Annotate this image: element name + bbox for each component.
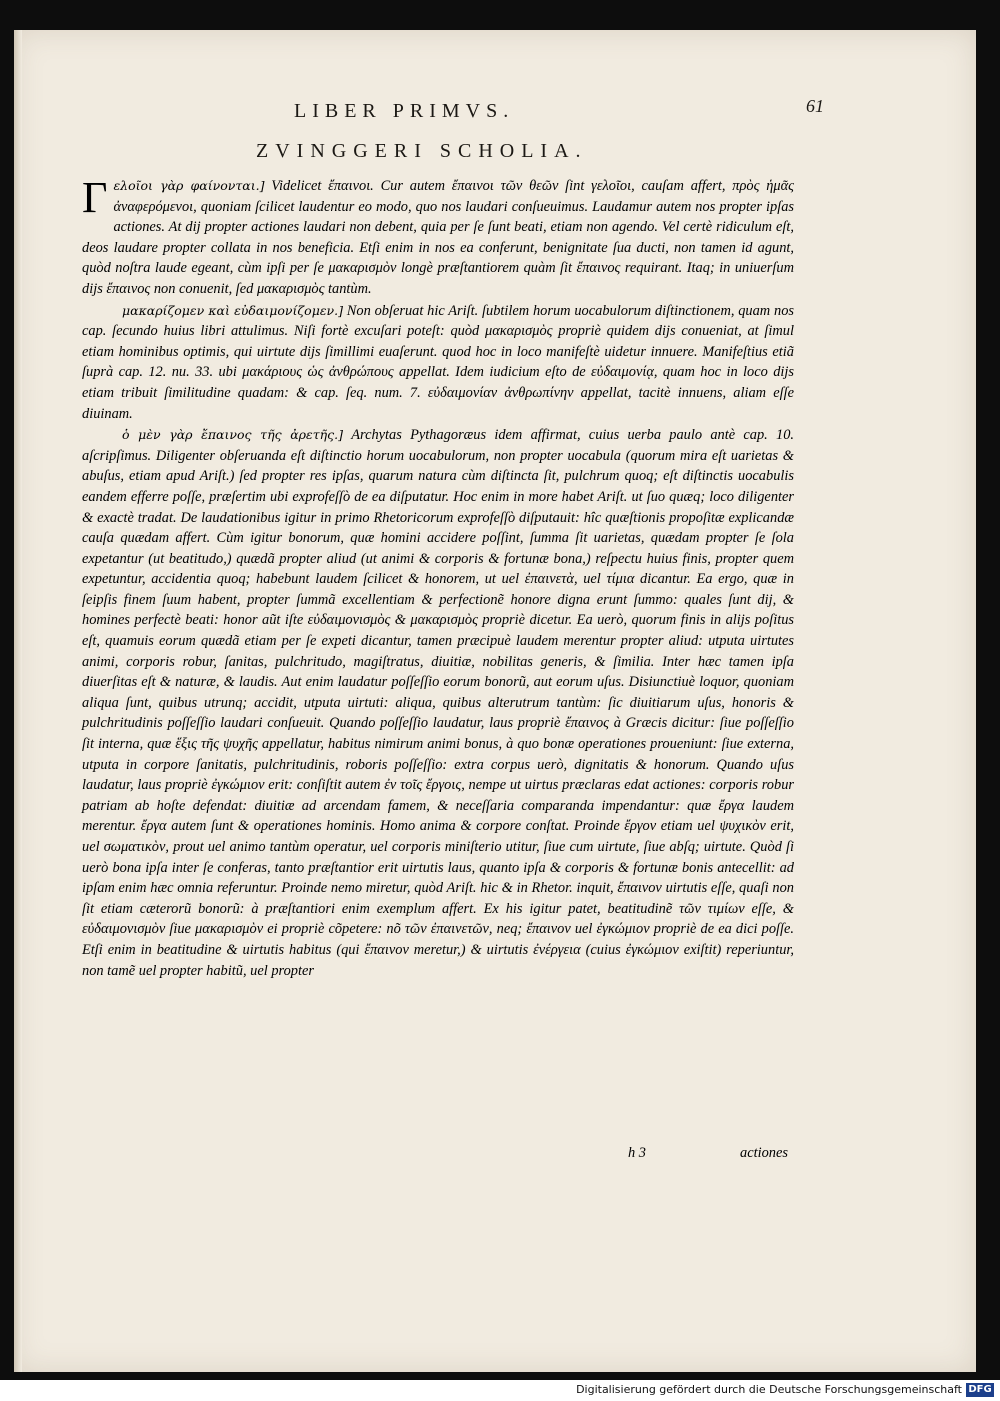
paragraph-2 [82,301,794,425]
page-number: 61 [806,96,824,116]
paragraph-text: Videlicet ἔπαινοι. Cur autem ἔπαινοι τῶν θεῶν ſint γελοῖοι, cauſam affert, πρὸς ἡμᾶς ἀναφερόμενοι, quoniam ſcilicet laudentur eo modo, quo nos laudari conſueuimus. Laudamur autem nos propter ipſas actiones. At dij propter actiones laudari non debent, quia per ſe ſunt beati, etiam non agendo. Vel certè ridiculum eſt, deos laudare propter collata in nos beneficia. Etſi enim in nos ea conferunt, benignitate ſua ducti, non tamen id agunt, quòd noſtra laude egeant, cùm ipſi per ſe μακαρισμὸν longè præſtantiorem quàm ſit ἔπαινος requirant. Itaq; in uniuerſum dijs ἔπαινος non conuenit, ſed μακαρισμὸς tantùm. [82,178,794,297]
commentary-body [82,173,794,982]
digitization-footer [0,1380,1000,1401]
lemma: ὁ μὲν γὰρ ἔπαινος τῆς ἀρετῆς.] [122,427,343,443]
digitization-note: Digitalisierung gefördert durch die Deutsche Forschungsgemeinschaft [576,1383,962,1396]
paragraph-text: Archytas Pythagoræus idem affirmat, cuius uerba paulo antè cap. 10. aſcripſimus. Diligenter obſeruanda eſt diſtinctio horum uocabulorum, non propter uocabula (quorum mira eſt uarietas & abuſus, etiam apud Ariſt.) ſed propter res ipſas, quarum natura cùm diſtincta ſit, pulchrum quoq; eſt diſtinctis uocabulis eandem efferre poſſe, præſertim ubi exprofeſſò de ea diſputatur. Hoc enim in more habet Ariſt. ut ſuo quæq; loco diligenter & exactè tradat. De laudationibus igitur in primo Rhetoricorum exprofeſſò diſputauit: hîc quæſtionis propoſitæ explicandæ cauſa quædam affert. Cùm igitur bonorum, quæ homini accidere poſſint, ſumma ſit uarietas, quædam propter ſe ſola expetantur (ut beatitudo,) quædã propter aliud (ut animi & corporis & fortunæ bona,) reſpectu huius finis, propter quem expetuntur, accidentia quoq; habebunt laudem ſcilicet & honorem, ut uel ἐπαινετὰ, uel τίμια dicantur. Ea ergo, quæ in ſeipſis finem ſuum habent, propter ſummã excellentiam & perfectionẽ honore digna erunt ſummo: quales ſunt dij, & homines perfectè beati: honor aũt iſte εὐδαιμονισμὸς & μακαρισμὸς propriè dicetur. Ea uerò, quorum finis in alijs poſitus eſt, quamuis eorum quædã etiam per ſe expeti dicantur, tamen præcipuè laudem merentur propter aliud: utputa uirtutes animi, corporis robur, ſanitas, pulchritudo, magiſtratus, diuitiæ, nobilitas generis, & ſimilia. Inter hæc tamen ipſa diuerſitas eſt & naturæ, & laudis. Aut enim laudatur poſſeſſio eorum bonorũ, aut eorum uſus. Disiunctiuè loquor, quoniam aliqua ſunt, quibus utrunq; accidit, utputa uirtuti: aliqua, quibus alterutrum tantùm: ſic diuitiarum uſus, honoris & pulchritudinis poſſeſſio laudari conſueuit. Quando poſſeſſio laudatur, laus propriè ἔπαινος à Græcis dicitur: ſiue poſſeſſio ſit interna, quæ ἕξις τῆς ψυχῆς appellatur, habitus nimirum animi bonus, à quo bonæ operationes proueniunt: ſiue externa, utputa in corpore ſanitatis, pulchritudinis, roboris poſſeſſio: extra corpus uerò, dignitatis & honorum. Quando uſus laudatur, laus propriè ἐγκώμιον erit: conſiſtit autem ἐν τοῖς ἔργοις, nempe ut uirtus præclaras edat actiones: corporis robur patriam ab hoſte defendat: diuitiæ ad arcendam famem, & neceſſaria comparanda impendantur: quæ ἔργα laudem merentur. ἔργα autem ſunt & operationes hominis. Homo anima & corpore conſtat. Proinde ἔργον etiam uel ψυχικὸν erit, uel σωματικὸν, prout uel animo tantùm operatur, uel corporis miniſterio utitur, ſiue cum uirtute, ſiue abſq; uirtute. Quòd ſi uerò bona ipſa inter ſe conferas, tanto præſtantior erit uirtutis laus, quanto ipſa & corporis & fortunæ bonis antecellit: ad ipſam enim hæc omnia referuntur. Proinde nemo miretur, quòd Ariſt. hic & in Rhetor. inquit, ἔπαινον uirtutis eſſe, quaſi non ſit etiam cæterorũ bonorũ: à præſtantiori enim exemplum affert. Ex his igitur patet, beatitudinẽ τῶν τιμίων eſſe, & εὐδαιμονισμὸν ſiue μακαρισμὸν ei propriè cõpetere: nõ τῶν ἐπαινετῶν, neq; ἔπαινον uel ἐγκώμιον propriè de ea dici poſſe. Etſi enim in beatitudine & uirtutis habitus (qui ἔπαινον meretur,) & uirtutis ἐνέργεια (cuius ἐγκώμιον exiſtit) reperiuntur, non tamẽ uel propter habitũ, uel propter [82,427,794,979]
signature-mark: h 3 [628,1145,646,1161]
paragraph-text: Non obſeruat hic Ariſt. ſubtilem horum uocabulorum diſtinctionem, quam nos cap. ſecundo huius libri attulimus. Niſi fortè excuſari poteſt: quòd μακαρισμὸς propriè quidem dijs conueniat, at ſimul etiam hominibus optimis, qui uirtute dijs ſimillimi euaſerunt. quod hoc in loco manifeſtè uidetur innuere. Manifeſtius etiã ſuprà cap. 12. nu. 33. ubi μακάριους ὡς ἀνθρώπους appellat. Idem iudicium eſto de εὐδαιμονίᾳ, quam hoc in loco dijs etiam tribuit ſimilitudine quadam: & cap. ſeq. num. 7. εὐδαιμονίαν ἀνθρωπίνην appellat, tacitè innuens, aliam eſſe diuinam. [82,302,794,422]
lemma: μακαρίζομεν καὶ εὐδαιμονίζομεν.] [122,302,343,318]
running-head: LIBER PRIMVS. [294,100,515,122]
lemma: ελοῖοι γὰρ φαίνονται.] [113,178,265,193]
page-header [294,96,824,130]
dfg-logo[interactable]: DFG [966,1383,994,1397]
paragraph-1 [82,173,794,300]
paragraph-3 [82,425,794,981]
page-edge [14,30,22,1372]
drop-cap: Γ [82,173,108,222]
catchword: actiones [740,1145,788,1161]
section-title: ZVINGGERI SCHOLIA. [256,140,588,162]
page-footer [628,1145,788,1167]
